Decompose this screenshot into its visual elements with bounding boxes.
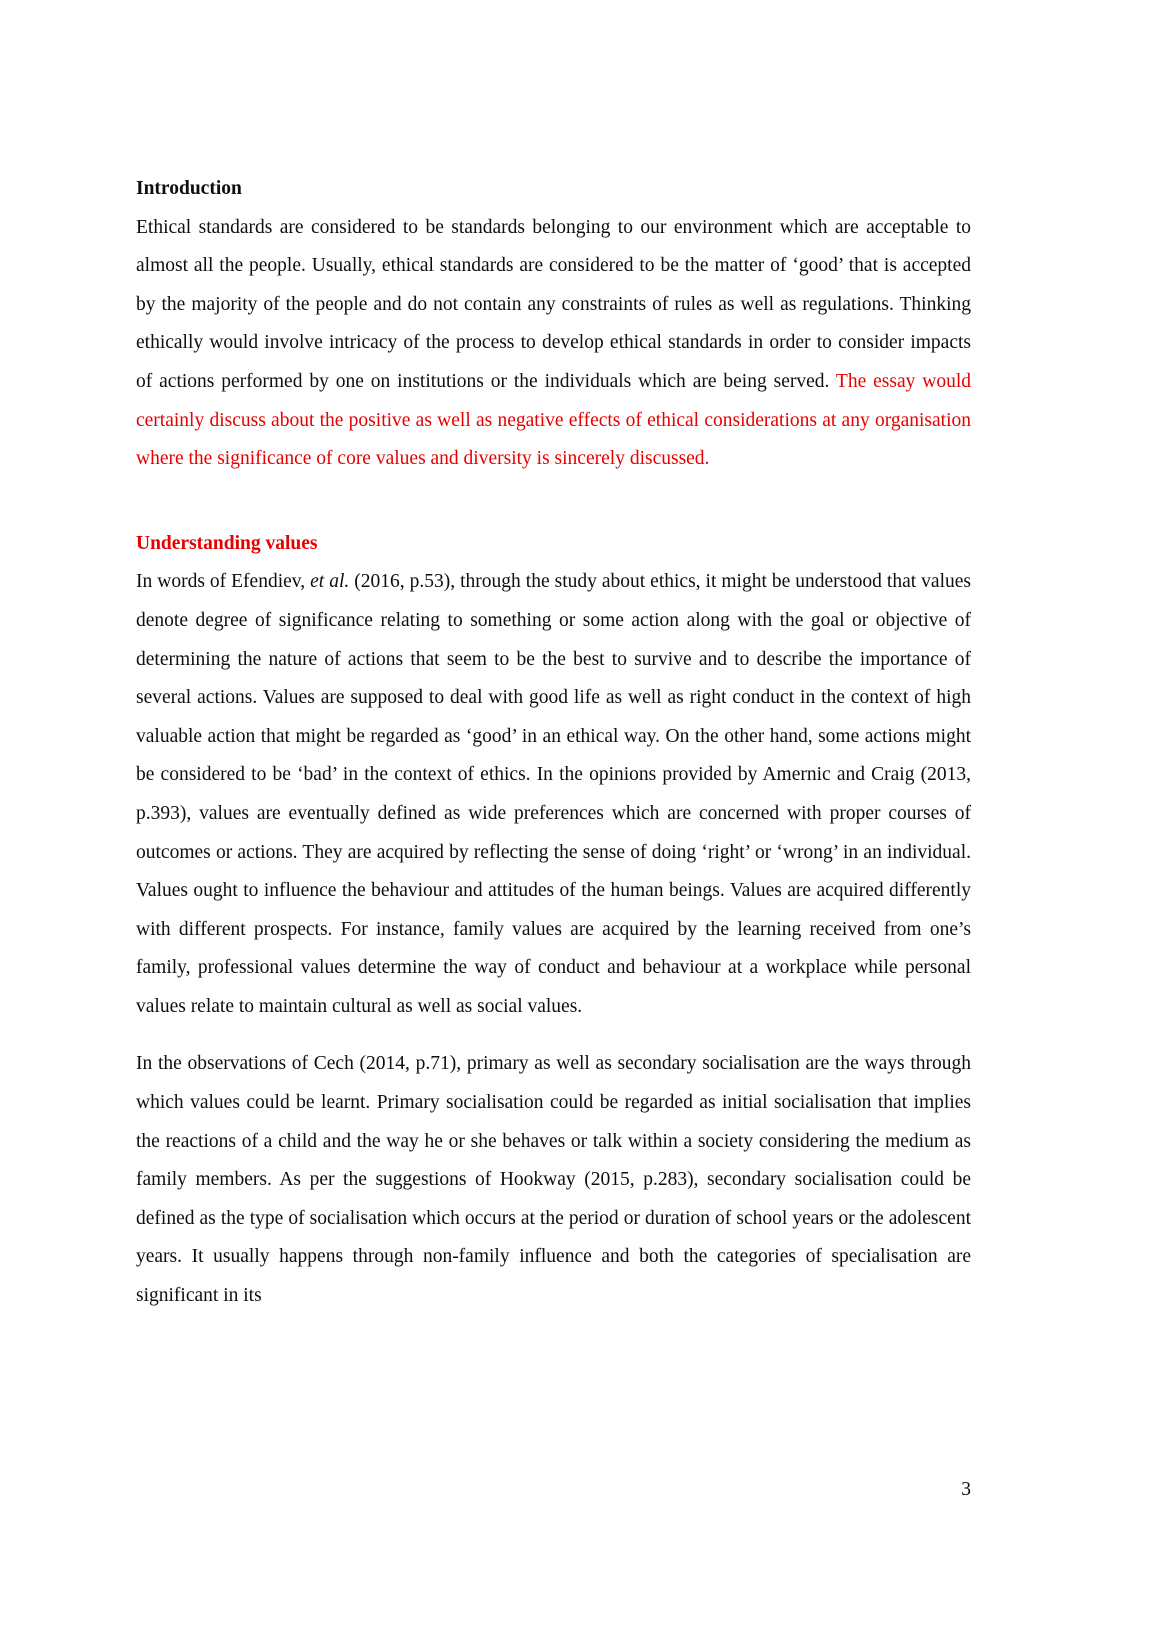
text-run: Ethical standards are considered to be standards belonging to our environment which are acceptable to almost all the people. Usually, ethical standards are considered to be the matter of ‘good’ that is accepted by the majority of the people and do not contain any constraints of rules as well as regulations. Thinking ethically would involve intricacy of the process to develop ethical standards in order to consider impacts of actions performed by one on institutions or the individuals which are being served.	[136, 216, 971, 392]
text-run: (2016, p.53), through the study about ethics, it might be understood that values denote degree of significance relating to something or some action along with the goal or objective of determining the nature of actions that seem to be the best to survive and to describe the importance of several actions. Values are supposed to deal with good life as well as right conduct in the context of high valuable action that might be regarded as ‘good’ in an ethical way. On the other hand, some actions might be considered to be ‘bad’ in the context of ethics. In the opinions provided by Amernic and Craig (2013, p.393), values are eventually defined as wide preferences which are concerned with proper courses of outcomes or actions. They are acquired by reflecting the sense of doing ‘right’ or ‘wrong’ in an individual. Values ought to influence the behaviour and attitudes of the human beings. Values are acquired differently with different prospects. For instance, family values are acquired by the learning received from one’s family, professional values determine the way of conduct and behaviour at a workplace while personal values relate to maintain cultural as well as social values.	[136, 571, 971, 1017]
text-run: et al.	[310, 571, 350, 593]
section-heading: Understanding values	[136, 532, 318, 554]
section	[136, 170, 971, 479]
page-number: 3	[961, 1479, 971, 1500]
paragraph	[136, 1045, 971, 1315]
paragraph	[136, 563, 971, 1026]
section	[136, 525, 971, 1316]
text-run: The essay would certainly discuss about the positive as well as negative effects of ethical considerations at any organisation where the significance of core values and diversity is sincerely discussed.	[136, 370, 972, 470]
text-run: In words of Efendiev,	[136, 571, 311, 593]
section-heading: Introduction	[136, 178, 242, 199]
paragraph	[136, 209, 971, 479]
text-run: In the observations of Cech (2014, p.71), primary as well as secondary socialisation are the ways through which values could be learnt. Primary socialisation could be regarded as initial socialisation that implies the reactions of a child and the way he or she behaves or talk within a society considering the medium as family members. As per the suggestions of Hookway (2015, p.283), secondary socialisation could be defined as the type of socialisation which occurs at the period or duration of school years or the adolescent years. It usually happens through non-family influence and both the categories of specialisation are significant in its	[136, 1053, 971, 1307]
